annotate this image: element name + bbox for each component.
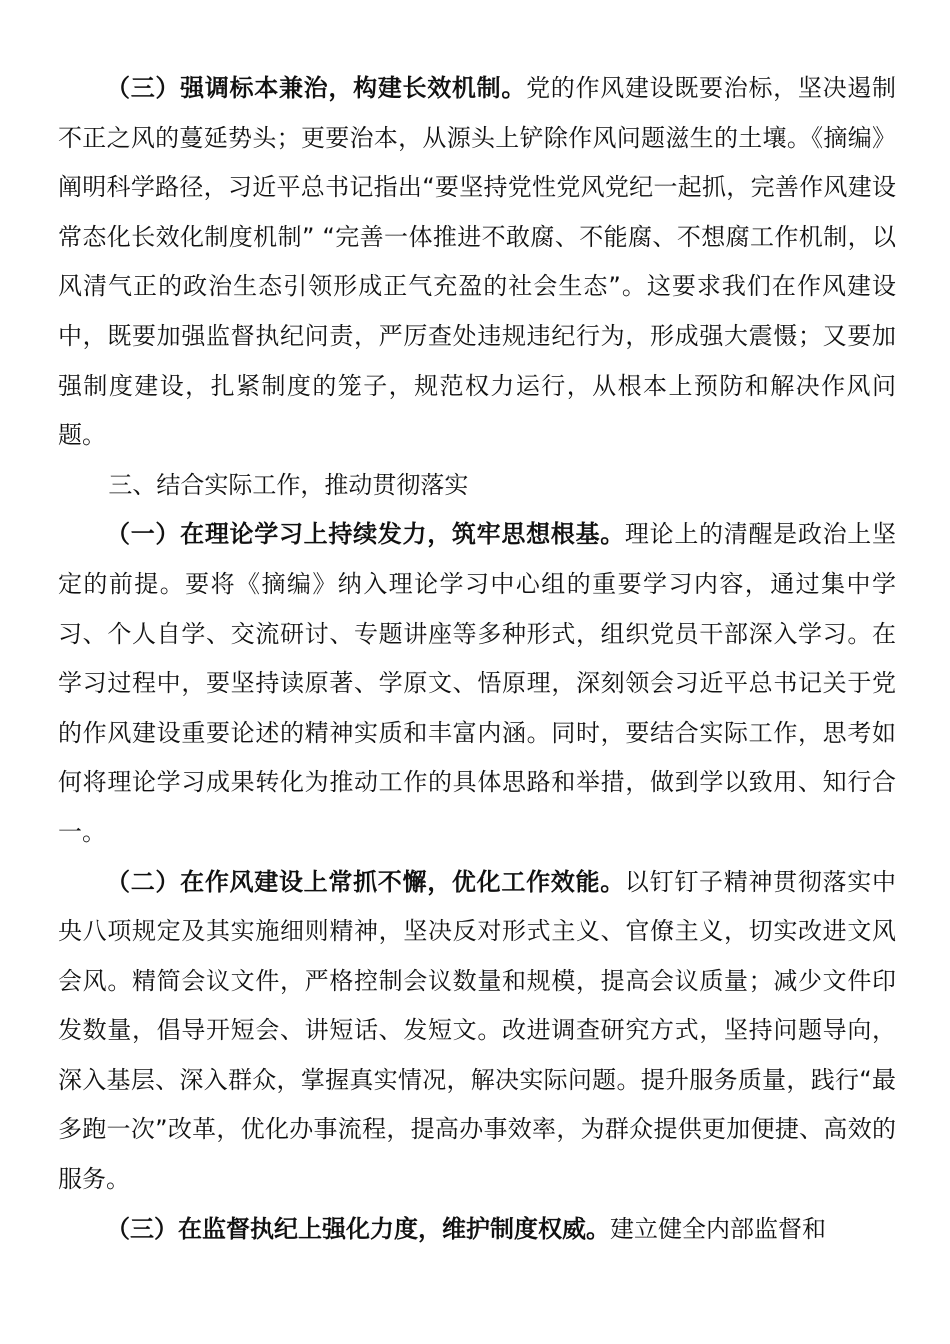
paragraph-body: 党的作风建设既要治标，坚决遏制不正之风的蔓延势头；更要治本，从源头上铲除作风问题滋生的土壤。《摘编》阐明科学路径，习近平总书记指出“要坚持党性党风党纪一起抓，完善作风建设常态化长效化制度机制” “完善一体推进不敢腐、不能腐、不想腐工作机制，以风清气正的政治生态引领形成正气充盈的社会生态”。这要求我们在作风建设中，既要加强监督执纪问责，严厉查处违规违纪行为，形成强大震慑；又要加强制度建设，扎紧制度的笼子，规范权力运行，从根本上预防和解决作风问题。	[58, 74, 897, 450]
paragraph-body: 建立健全内部监督和	[610, 1214, 826, 1243]
paragraph-lead: （二）在作风建设上常抓不懈，优化工作效能。	[106, 867, 625, 896]
document-page	[58, 64, 896, 1254]
paragraph-lead: （三）强调标本兼治，构建长效机制。	[106, 74, 527, 102]
paragraph-body: 理论上的清醒是政治上坚定的前提。要将《摘编》纳入理论学习中心组的重要学习内容，通过集中学习、个人自学、交流研讨、专题讲座等多种形式，组织党员干部深入学习。在学习过程中，要坚持读原著、学原文、悟原理，深刻领会习近平总书记关于党的作风建设重要论述的精神实质和丰富内涵。同时，要结合实际工作，思考如何将理论学习成果转化为推动工作的具体思路和举措，做到学以致用、知行合一。	[58, 520, 897, 846]
paragraph-standards-and-mechanisms	[58, 64, 896, 461]
paragraph-body: 以钉钉子精神贯彻落实中央八项规定及其实施细则精神，坚决反对形式主义、官僚主义，切实改进文风会风。精简会议文件，严格控制会议数量和规模，提高会议质量；减少文件印发数量，倡导开短会、讲短话、发短文。改进调查研究方式，坚持问题导向，深入基层、深入群众，掌握真实情况，解决实际问题。提升服务质量，践行“最多跑一次”改革，优化办事流程，提高办事效率，为群众提供更加便捷、高效的服务。	[58, 867, 897, 1194]
paragraph-theory-study	[58, 510, 896, 857]
paragraph-work-style	[58, 858, 896, 1205]
paragraph-lead: （三）在监督执纪上强化力度，维护制度权威。	[106, 1214, 610, 1243]
section-heading: 三、结合实际工作，推动贯彻落实	[108, 470, 469, 499]
paragraph-supervision	[58, 1205, 896, 1255]
paragraph-lead: （一）在理论学习上持续发力，筑牢思想根基。	[106, 520, 625, 549]
